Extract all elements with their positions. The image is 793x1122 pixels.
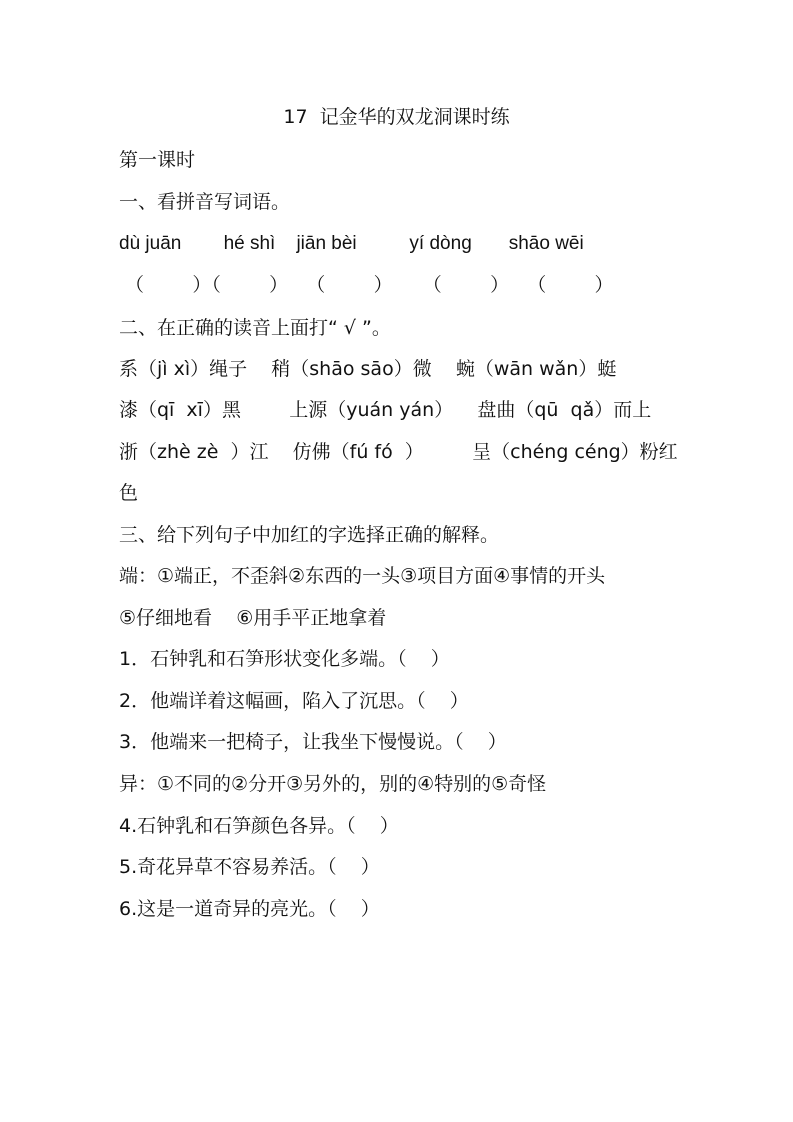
pronunciation-line: 漆（qī xī）黑 上源（yuán yán） 盘曲（qū qǎ）而上	[119, 399, 652, 421]
question-item: 1．石钟乳和石笋形状变化多端。（ ）	[119, 648, 450, 670]
question-item: 6.这是一道奇异的亮光。（ ）	[119, 898, 380, 920]
question-item: 4.石钟乳和石笋颜色各异。（ ）	[119, 815, 399, 837]
lesson-label: 第一课时	[119, 149, 196, 171]
pinyin-line: dù juān hé shì jiān bèi yí dòng shāo wēi	[119, 233, 584, 254]
section1-heading: 一、看拼音写词语。	[119, 191, 291, 213]
question-item: 5.奇花异草不容易养活。（ ）	[119, 856, 380, 878]
duan-definitions: 端：①端正，不歪斜②东西的一头③项目方面④事情的开头	[119, 565, 606, 587]
pronunciation-line: 浙（zhè zè ）江 仿佛（fú fó ） 呈（chéng céng）粉红	[119, 441, 678, 463]
pronunciation-line: 系（jì xì）绳子 稍（shāo sāo）微 蜿（wān wǎn）蜓	[119, 358, 617, 380]
question-item: 2．他端详着这幅画，陷入了沉思。（ ）	[119, 690, 469, 712]
section3-heading: 三、给下列句子中加红的字选择正确的解释。	[119, 524, 500, 546]
answer-blanks-line: （ ）（ ） （ ） （ ） （ ）	[119, 274, 614, 296]
yi-definitions: 异：①不同的②分开③另外的，别的④特别的⑤奇怪	[119, 773, 547, 795]
question-item: 3．他端来一把椅子，让我坐下慢慢说。（ ）	[119, 731, 507, 753]
pronunciation-line-continuation: 色	[119, 482, 139, 504]
duan-definitions-continued: ⑤仔细地看 ⑥用手平正地拿着	[119, 607, 387, 629]
section2-heading: 二、在正确的读音上面打“ √ ”。	[119, 317, 391, 339]
page-title: 17 记金华的双龙洞课时练	[283, 106, 510, 128]
